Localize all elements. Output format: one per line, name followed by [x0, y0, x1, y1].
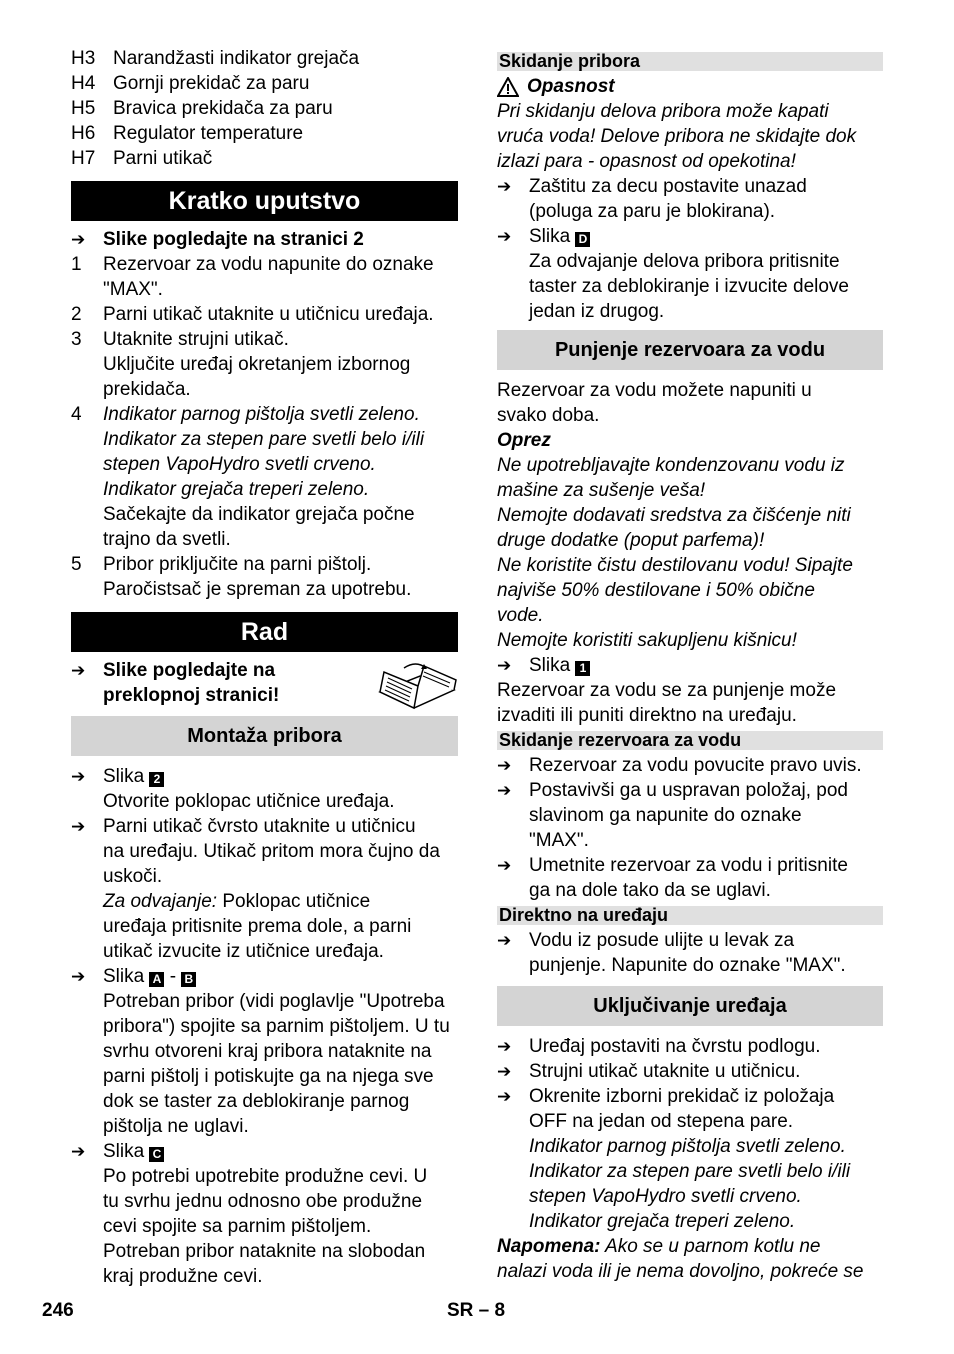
page-number: 246 [42, 1300, 74, 1321]
item-code: H5 [71, 98, 96, 119]
arrow-right-icon: ➔ [497, 781, 512, 800]
arrow-right-icon: ➔ [497, 1062, 512, 1081]
step-5: 5 Pribor priključite na parni pištolj. Paročistsač je spreman za upotrebu. [71, 554, 412, 600]
step-4: 4 Indikator parnog pištolja svetli zeleno. Indikator za stepen pare svetli belo i/ili stepen VapoHydro svetli crveno. Indikator grejača treperi zeleno. Sačekajte da indikator grejača počne trajno da svetli. [71, 404, 425, 550]
list-item [71, 46, 458, 71]
arrow-right-icon: ➔ [497, 227, 512, 246]
note: Napomena: Ako se u parnom kotlu ne [497, 1236, 821, 1257]
figure-box: D [575, 232, 590, 247]
list-item: ➔ Slika 1 [497, 653, 883, 678]
danger-text: vruća voda! Delove pribora ne skidajte dok [497, 126, 857, 147]
arrow-right-icon: ➔ [497, 1087, 512, 1106]
section-title-montaza: Montaža pribora [71, 716, 458, 756]
section-title-ukljucivanje: Uključivanje uređaja [497, 986, 883, 1026]
caution-heading: Oprez [497, 430, 551, 451]
left-column [71, 46, 458, 1289]
figure-reference: ➔ Slike pogledajte na preklopnoj stranici! [71, 658, 458, 710]
section-title-punjenje: Punjenje rezervoara za vodu [497, 330, 883, 370]
caution-text: najviše 50% destilovane i 50% obične [497, 580, 815, 601]
list-item: ➔ Parni utikač čvrsto utaknite u utičnicu na uređaju. Utikač pritom mora čujno da uskoči. Za odvajanje: Poklopac utičnice uređaja pritisnite prema dole, a parni utikač izvucite iz utičnice uređaja. [71, 816, 440, 962]
figure-box: B [181, 972, 196, 987]
arrow-right-icon: ➔ [71, 817, 86, 836]
arrow-right-icon: ➔ [497, 656, 512, 675]
figure-box: 1 [575, 661, 590, 676]
item-code: H7 [71, 148, 96, 169]
caution-text: mašine za sušenje veša! [497, 480, 706, 501]
caution-text: Nemojte koristiti sakupljenu kišnicu! [497, 630, 797, 651]
list-item: ➔ Vodu iz posude ulijte u levak za punjenje. Napunite do oznake "MAX". [497, 930, 846, 976]
section-marker: SR – 8 [447, 1300, 506, 1321]
list-item: ➔ Postavivši ga u uspravan položaj, pod slavinom ga napunite do oznake "MAX". [497, 780, 848, 851]
figure-box: C [149, 1147, 164, 1162]
list-item [71, 96, 458, 121]
caution-text: druge dodatke (poput parfema)! [497, 530, 765, 551]
item-code: H4 [71, 73, 96, 94]
list-item: ➔ Strujni utikač utaknite u utičnicu. [497, 1061, 801, 1082]
paragraph: svako doba. [497, 405, 600, 426]
arrow-right-icon: ➔ [497, 177, 512, 196]
list-item: ➔ Slika 2 Otvorite poklopac utičnice uređaja. [71, 766, 395, 812]
paragraph: Rezervoar za vodu možete napuniti u [497, 380, 812, 401]
list-item [71, 121, 458, 146]
arrow-right-icon: ➔ [497, 931, 512, 950]
warning-triangle-icon [497, 77, 519, 97]
section-title-kratko: Kratko uputstvo [71, 181, 458, 221]
caution-text: Nemojte dodavati sredstva za čišćenje niti [497, 505, 851, 526]
caution-text: Ne upotrebljavajte kondenzovanu vodu iz [497, 455, 845, 476]
arrow-right-icon: ➔ [71, 661, 86, 680]
subsection-title: Direktno na uređaju [497, 906, 883, 925]
step-1: 1 Rezervoar za vodu napunite do oznake "MAX". [71, 254, 434, 300]
list-item: ➔ Rezervoar za vodu povucite pravo uvis. [497, 755, 862, 776]
arrow-right-icon: ➔ [71, 230, 86, 249]
danger-text: Pri skidanju delova pribora može kapati [497, 101, 829, 122]
list-item [71, 146, 458, 171]
list-item: ➔ Slika C Po potrebi upotrebite produžne cevi. U tu svrhu jednu odnosno obe produžne cevi spojite sa parnim pištoljem. Potreban pribor nataknite na slobodan kraj produžne cevi. [71, 1141, 428, 1287]
figure-reference: ➔ Slike pogledajte na stranici 2 [71, 229, 364, 250]
arrow-right-icon: ➔ [71, 767, 86, 786]
list-item: ➔ Slika A - B Potreban pribor (vidi poglavlje "Upotreba pribora") spojite sa parnim pištoljem. U tu svrhu otvoreni kraj pribora nataknite na parni pištolj i potiskujte ga na njega sve dok se taster za deblokiranje parnog pištolja ne uglavi. [71, 966, 450, 1137]
list-item: ➔ Slika D Za odvajanje delova pribora pritisnite taster za deblokiranje i izvucite delove jedan iz drugog. [497, 226, 850, 322]
arrow-right-icon: ➔ [71, 967, 86, 986]
item-code: H3 [71, 48, 96, 69]
figure-box: A [149, 972, 164, 987]
right-column [497, 52, 883, 1284]
list-item: ➔ Zaštitu za decu postavite unazad (poluga za paru je blokirana). [497, 176, 807, 222]
subsection-title: Skidanje rezervoara za vodu [497, 731, 883, 750]
list-item: ➔ Okrenite izborni prekidač iz položaja OFF na jedan od stepena pare. Indikator parnog pištolja svetli zeleno. Indikator za stepen pare svetli belo i/ili stepen VapoHydro svetli crveno. Indikator grejača treperi zeleno. [497, 1086, 851, 1232]
arrow-right-icon: ➔ [71, 1142, 86, 1161]
paragraph: Rezervoar za vodu se za punjenje može [497, 680, 837, 701]
caution-text: vode. [497, 605, 544, 626]
danger-heading: Opasnost [497, 74, 883, 99]
figure-box: 2 [149, 772, 164, 787]
item-text: Parni utikač [113, 148, 213, 169]
item-text: Bravica prekidača za paru [113, 98, 333, 119]
item-text: Narandžasti indikator grejača [113, 48, 360, 69]
step-2: 2 Parni utikač utaknite u utičnicu uređaja. [71, 304, 434, 325]
item-code: H6 [71, 123, 96, 144]
list-item: ➔ Umetnite rezervoar za vodu i pritisnite ga na dole tako da se uglavi. [497, 855, 848, 901]
arrow-right-icon: ➔ [497, 1037, 512, 1056]
section-title-rad: Rad [71, 612, 458, 652]
arrow-right-icon: ➔ [497, 856, 512, 875]
caution-text: Ne koristite čistu destilovanu vodu! Sipajte [497, 555, 853, 576]
arrow-right-icon: ➔ [497, 756, 512, 775]
note: nalazi voda ili je nema dovoljno, pokreće se [497, 1261, 864, 1282]
danger-text: izlazi para - opasnost od opekotina! [497, 151, 796, 172]
list-item: ➔ Uređaj postaviti na čvrstu podlogu. [497, 1036, 821, 1057]
item-text: Regulator temperature [113, 123, 304, 144]
paragraph: izvaditi ili puniti direktno na uređaju. [497, 705, 797, 726]
item-text: Gornji prekidač za paru [113, 73, 310, 94]
subsection-title: Skidanje pribora [497, 52, 883, 71]
list-item [71, 71, 458, 96]
step-3: 3 Utaknite strujni utikač. Uključite uređaj okretanjem izbornog prekidača. [71, 329, 411, 400]
open-booklet-icon [376, 662, 458, 712]
